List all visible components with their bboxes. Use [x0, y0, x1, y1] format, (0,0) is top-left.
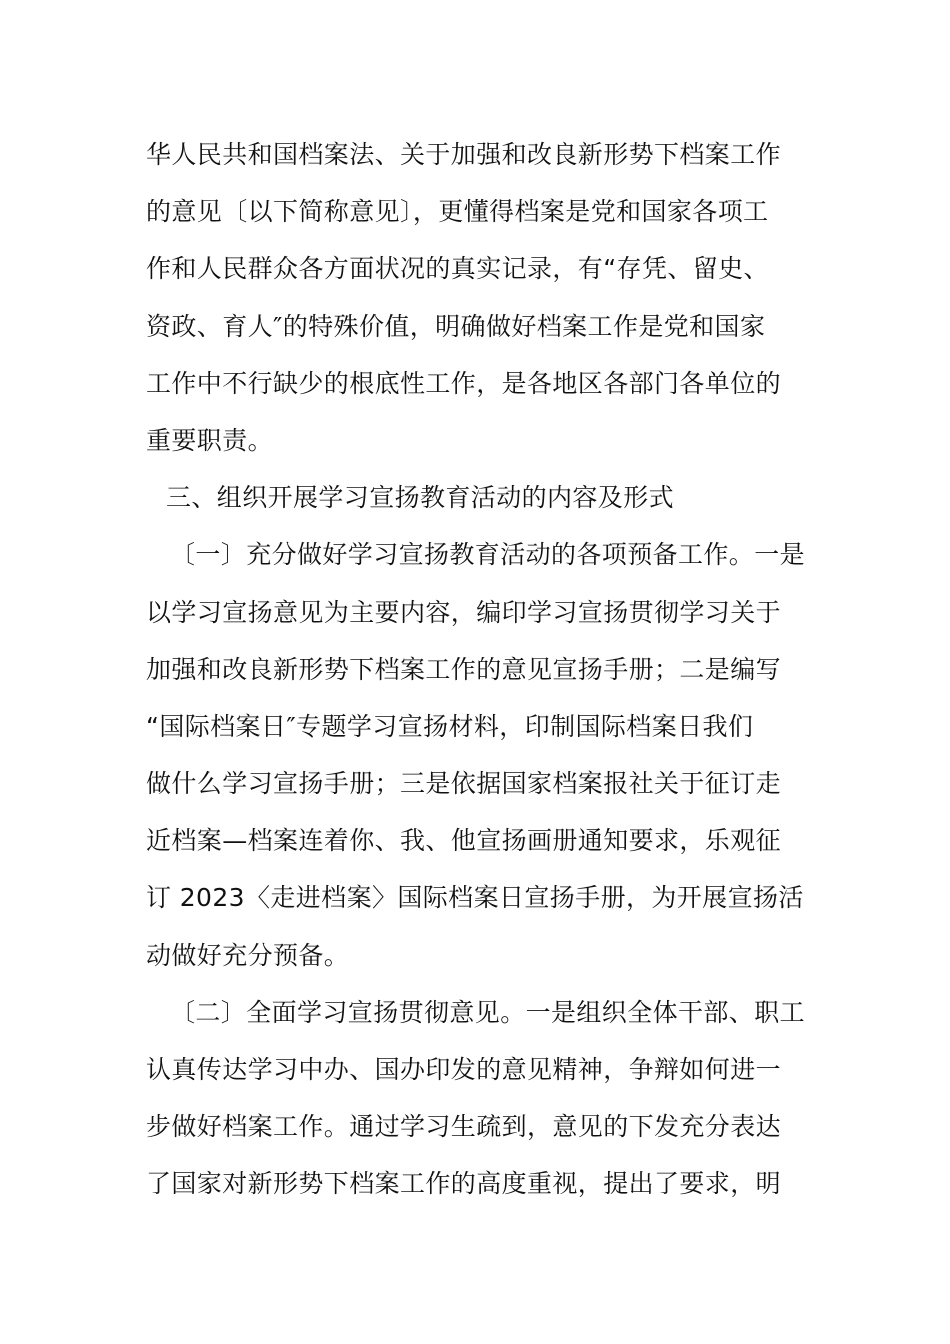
text-line: 做什么学习宣扬手册；三是依据国家档案报社关于征订走 [146, 769, 782, 799]
text-line: 近档案—档案连着你、我、他宣扬画册通知要求，乐观征 [146, 826, 782, 856]
text-line: 〔一〕充分做好学习宣扬教育活动的各项预备工作。一是 [170, 540, 806, 570]
text-line: 步做好档案工作。通过学习生疏到，意见的下发充分表达 [146, 1112, 782, 1142]
text-line: 重要职责。 [146, 425, 274, 455]
text-line: 加强和改良新形势下档案工作的意见宣扬手册；二是编写 [146, 654, 782, 684]
text-line: 以学习宣扬意见为主要内容，编印学习宣扬贯彻学习关于 [146, 597, 782, 627]
text-line: 资政、育人″的特殊价值，明确做好档案工作是党和国家 [146, 311, 766, 341]
text-line: “国际档案日″专题学习宣扬材料，印制国际档案日我们 [146, 711, 754, 741]
paragraph-study-opinions [146, 984, 810, 1213]
paragraph-archives-law [146, 126, 810, 469]
text-line: 认真传达学习中办、国办印发的意见精神，争辩如何进一 [146, 1055, 782, 1084]
text-line: 的意见〔以下简称意见〕，更懂得档案是党和国家各项工 [146, 197, 769, 227]
text-line: 动做好充分预备。 [146, 940, 350, 970]
text-line: 〔二〕全面学习宣扬贯彻意见。一是组织全体干部、职工 [170, 997, 806, 1027]
section-heading-text: 三、组织开展学习宣扬教育活动的内容及形式 [166, 483, 675, 513]
text-line: 订 2023〈走进档案〉国际档案日宣扬手册，为开展宣扬活 [146, 883, 804, 913]
text-line: 了国家对新形势下档案工作的高度重视，提出了要求，明 [146, 1169, 782, 1199]
text-line: 工作中不行缺少的根底性工作，是各地区各部门各单位的 [146, 368, 782, 398]
section-heading-three [146, 469, 810, 526]
paragraph-preparation [146, 526, 810, 984]
text-line: 作和人民群众各方面状况的真实记录，有“存凭、留史、 [146, 254, 769, 284]
text-line: 华人民共和国档案法、关于加强和改良新形势下档案工作 [146, 140, 782, 169]
document-body [146, 126, 810, 1213]
